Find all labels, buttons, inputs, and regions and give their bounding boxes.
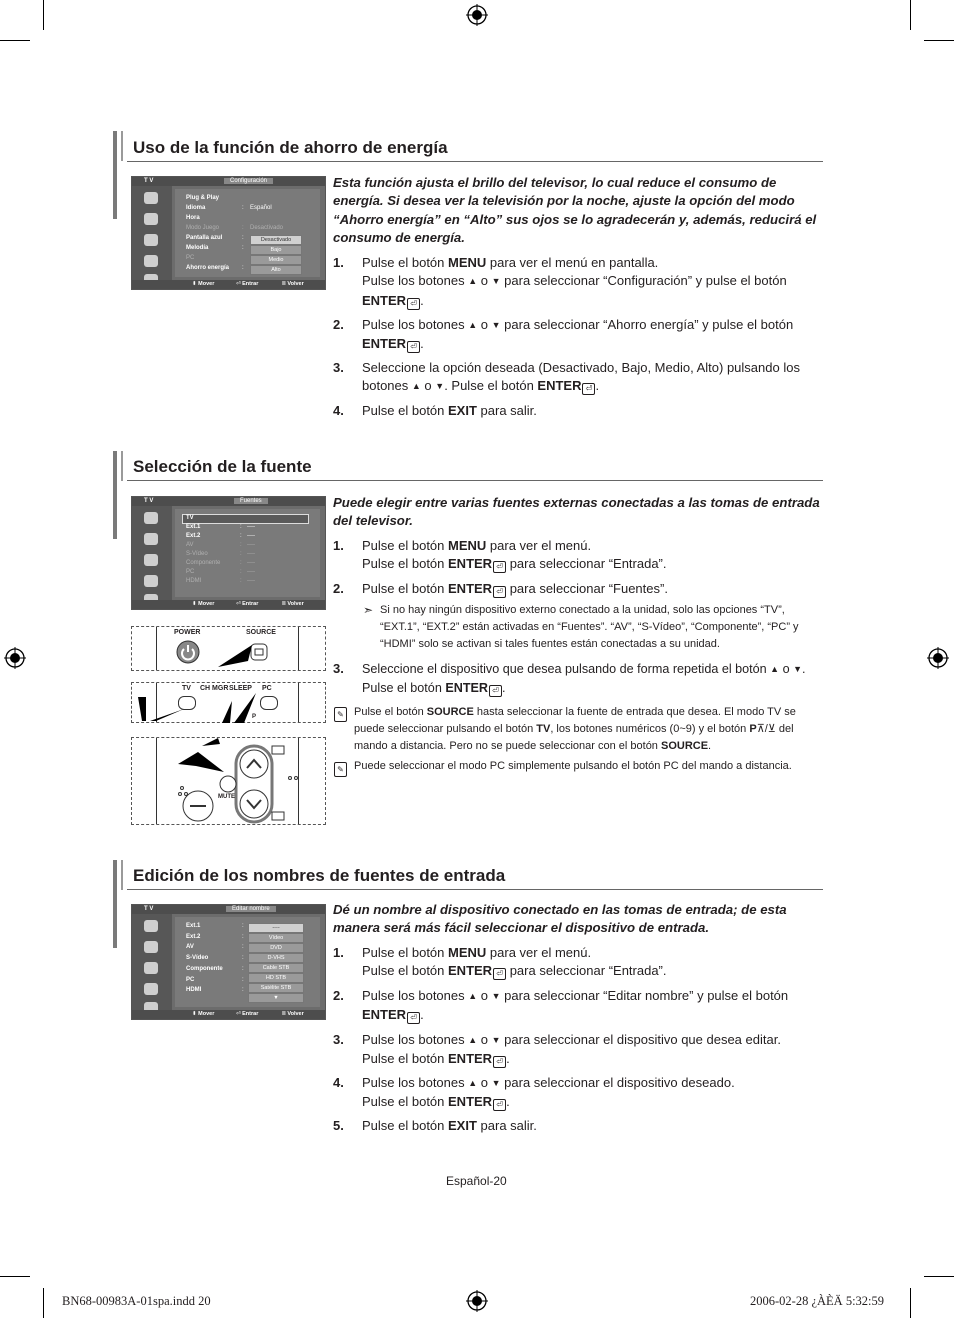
note-icon: ✎ (334, 707, 347, 722)
tv-menu-screenshot: T V Editar nombre Ext.1 : Ext.2 : AV : S-Vídeo : Componente : PC : HDMI : ---- Vídeo DVD D-VHS Cable STB HD STB Satélite STB ▼ ⬍ Mover ⏎ Entrar Ⅲ Volver (131, 904, 326, 1020)
section-title: Edición de los nombres de fuentes de entrada (133, 866, 506, 885)
registration-mark-icon (4, 647, 26, 669)
section-title: Uso de la función de ahorro de energía (133, 138, 448, 157)
registration-mark-icon (466, 4, 488, 26)
registration-mark-icon (466, 1290, 488, 1312)
section-intro: Dé un nombre al dispositivo conectado en las tomas de entrada; de esta manera será más fácil seleccionar el dispositivo de entrada. (333, 902, 787, 936)
pointer-hand-icon (136, 691, 192, 723)
slug-right: 2006-02-28 ¿ÀÈÄ 5:32:59 (750, 1294, 885, 1308)
section-intro: Puede elegir entre varias fuentes externas conectadas a las tomas de entrada del televisor. (333, 495, 820, 529)
arrow-note-icon: ➣ (363, 603, 374, 617)
page-number: Español-20 (446, 1174, 507, 1188)
remote-illustration: MUTE (131, 737, 326, 825)
power-icon (176, 640, 200, 664)
section-intro: Esta función ajusta el brillo del televisor, lo cual reduce el consumo de energía. Si desea ver la televisión por la noche, ajuste la opción del modo “Ahorro energía” en “Alto” sus ojos se lo agradecerán y, además, reducirá el consumo de energía. (333, 175, 817, 245)
tv-menu-screenshot: T V Fuentes TV Ext.1 : ---- Ext.2 : ---- AV : ---- S-Vídeo : ---- Componente : ---- PC : ---- HDMI : ---- ⬍ Mover ⏎ Entrar Ⅲ Volver (131, 496, 326, 610)
volume-channel-keys (178, 738, 298, 824)
remote-illustration: TV CH MGR SLEEP PC P (131, 682, 326, 723)
note: Puede seleccionar el modo PC simplemente pulsando el botón PC del mando a distancia. (354, 760, 792, 772)
sub-note: ➣ Si no hay ningún dispositivo externo conectado a la unidad, solo las opciones “TV”, “EXT.1”, “EXT.2” están activadas en “Fuentes”. “AV”, “S-Vídeo”, “Componente”, “PC” y “HDMI” solo se activan si tales fuentes están conectadas a su unidad. (363, 603, 799, 650)
tv-menu-screenshot: T V Configuración Plug & Play Idioma : Español Hora Modo Juego : Desactivado Pantalla azul : Melodía : PC Ahorro energía : Desactivado Bajo Medio Alto ⬍ Mover ⏎ Entrar Ⅲ Volver (131, 176, 326, 290)
registration-mark-icon (927, 647, 949, 669)
remote-illustration: POWER SOURCE (131, 626, 326, 671)
slug-left: BN68-00983A-01spa.indd 20 (62, 1294, 211, 1308)
section-title: Selección de la fuente (133, 457, 312, 476)
pointer-hand-icon (218, 641, 254, 667)
note: Pulse el botón SOURCE hasta seleccionar la fuente de entrada que desea. El modo TV se puede seleccionar pulsando el botón TV, los botones numéricos (0~9) y el botón P⊼/⊻ del mando a distancia. Pero no se puede seleccionar con el botón SOURCE. (354, 706, 796, 752)
note-icon: ✎ (334, 762, 347, 777)
